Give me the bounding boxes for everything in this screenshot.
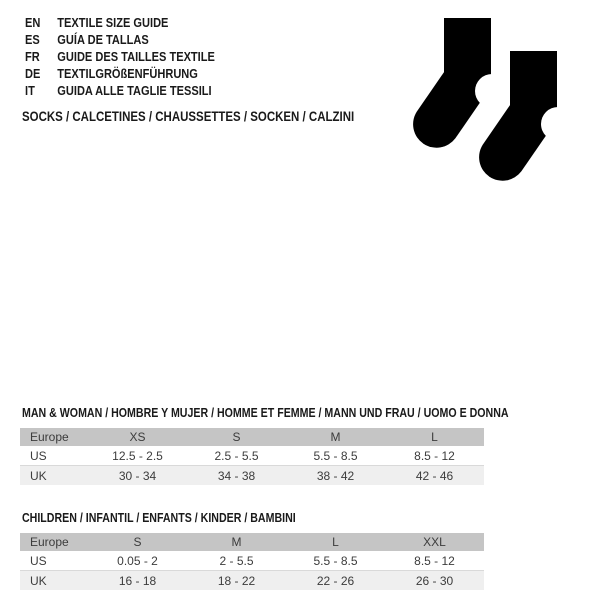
row-label: UK: [20, 466, 88, 486]
size-cell: 8.5 - 12: [385, 551, 484, 571]
language-label: GUÍA DE TALLAS: [57, 32, 149, 47]
table-row: [20, 466, 484, 486]
language-label: TEXTILGRÖßENFÜHRUNG: [57, 66, 198, 81]
table-title-text: MAN & WOMAN / HOMBRE Y MUJER / HOMME ET FEMME / MANN UND FRAU / UOMO E DONNA: [22, 406, 509, 420]
column-header: Europe: [20, 428, 88, 446]
language-row-en: [25, 14, 215, 31]
language-code: EN: [25, 15, 41, 30]
table-title: [22, 406, 509, 421]
language-row-de: [25, 65, 215, 82]
size-cell: 22 - 26: [286, 571, 385, 591]
size-section-man-woman: [20, 406, 509, 485]
language-label: TEXTILE SIZE GUIDE: [57, 15, 169, 30]
size-cell: 30 - 34: [88, 466, 187, 486]
table-title: [22, 511, 484, 526]
size-cell: 38 - 42: [286, 466, 385, 486]
size-cell: 26 - 30: [385, 571, 484, 591]
table-header-row: [20, 533, 484, 551]
language-row-es: [25, 31, 215, 48]
column-header: XXL: [385, 533, 484, 551]
size-cell: 8.5 - 12: [385, 446, 484, 466]
language-row-fr: [25, 48, 215, 65]
column-header: M: [286, 428, 385, 446]
size-cell: 5.5 - 8.5: [286, 446, 385, 466]
column-header: L: [385, 428, 484, 446]
column-header: Europe: [20, 533, 88, 551]
table-row: [20, 551, 484, 571]
language-label: GUIDA ALLE TAGLIE TESSILI: [57, 83, 212, 98]
table-header-row: [20, 428, 484, 446]
table-row: [20, 446, 484, 466]
socks-icon: [405, 10, 580, 188]
size-cell: 5.5 - 8.5: [286, 551, 385, 571]
category-title: [22, 108, 413, 125]
category-title-text: SOCKS / CALCETINES / CHAUSSETTES / SOCKEN / CALZINI: [22, 109, 355, 124]
size-table-man-woman: [20, 428, 484, 485]
size-table-children: [20, 533, 484, 590]
row-label: US: [20, 446, 88, 466]
size-cell: 18 - 22: [187, 571, 286, 591]
language-list: [25, 14, 248, 100]
column-header: XS: [88, 428, 187, 446]
language-code: IT: [25, 83, 35, 98]
column-header: L: [286, 533, 385, 551]
size-cell: 12.5 - 2.5: [88, 446, 187, 466]
language-code: ES: [25, 32, 40, 47]
size-cell: 34 - 38: [187, 466, 286, 486]
language-code: DE: [25, 66, 41, 81]
size-cell: 2.5 - 5.5: [187, 446, 286, 466]
size-section-children: [20, 511, 484, 590]
table-row: [20, 571, 484, 591]
language-row-it: [25, 82, 215, 99]
size-cell: 0.05 - 2: [88, 551, 187, 571]
column-header: S: [187, 428, 286, 446]
row-label: US: [20, 551, 88, 571]
socks-icon-shapes: [413, 18, 575, 181]
column-header: M: [187, 533, 286, 551]
size-cell: 2 - 5.5: [187, 551, 286, 571]
table-title-text: CHILDREN / INFANTIL / ENFANTS / KINDER / BAMBINI: [22, 511, 296, 525]
column-header: S: [88, 533, 187, 551]
row-label: UK: [20, 571, 88, 591]
size-cell: 42 - 46: [385, 466, 484, 486]
size-cell: 16 - 18: [88, 571, 187, 591]
language-label: GUIDE DES TAILLES TEXTILE: [57, 49, 215, 64]
language-code: FR: [25, 49, 40, 64]
